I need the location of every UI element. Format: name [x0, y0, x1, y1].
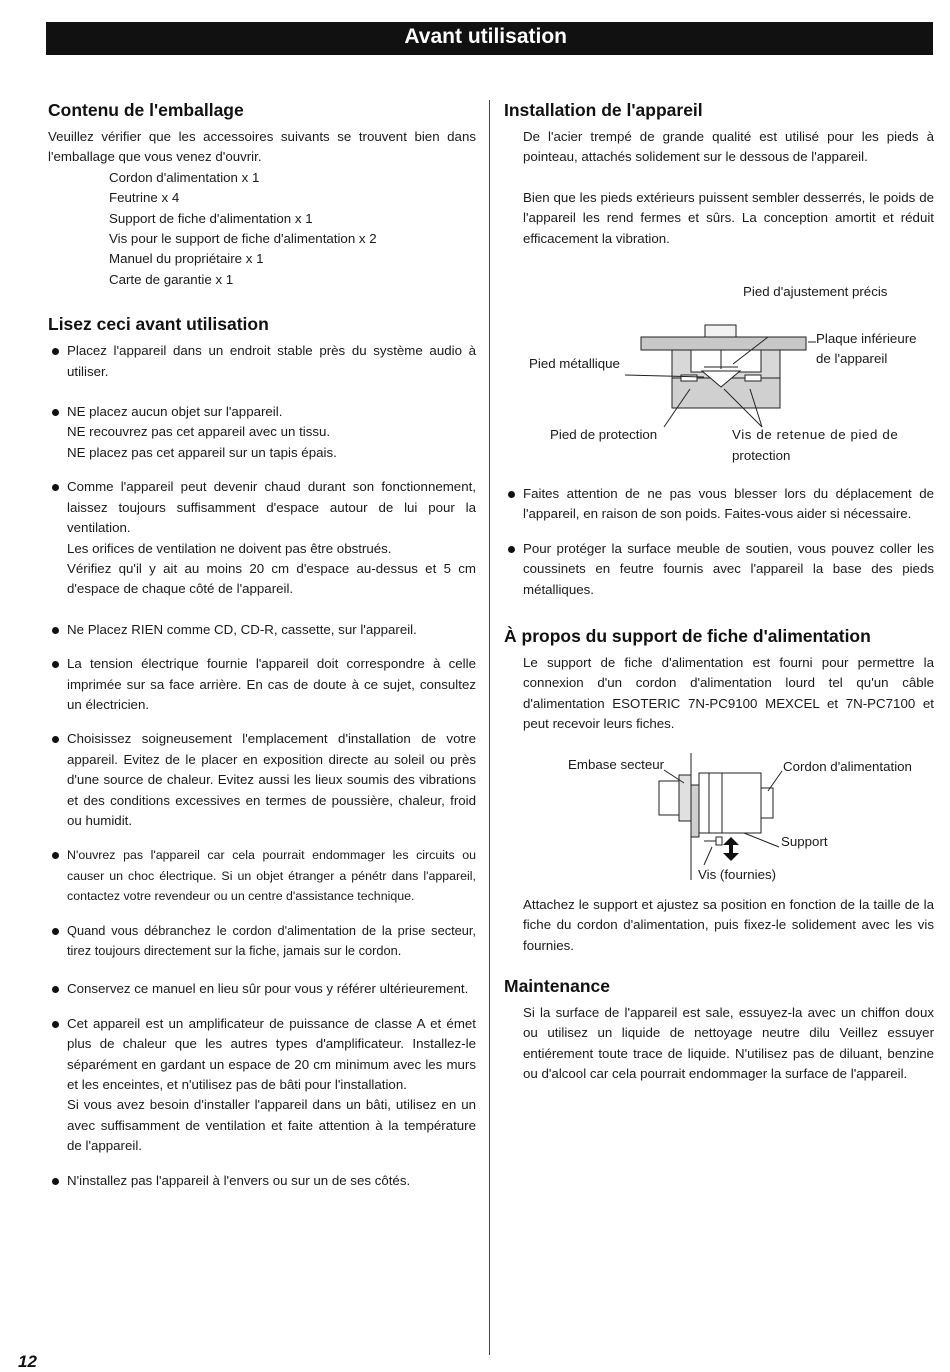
accessory-item: Vis pour le support de fiche d'alimentation x 2 — [109, 231, 377, 247]
list-item — [48, 1014, 476, 1157]
protection-foot-label: Pied de protection — [550, 427, 658, 443]
list-item-text: Ne Placez RIEN comme CD, CD-R, cassette, sur l'appareil. — [67, 621, 417, 637]
bullet-dot-icon — [508, 546, 515, 553]
bullet-dot-icon — [508, 491, 515, 498]
plug-support-paragraph: Attachez le support et ajustez sa position en fonction de la taille de la fiche du cordon d'alimentation, puis fixez-le solidement avec les vis fournies. — [523, 896, 934, 953]
list-item — [48, 654, 476, 715]
list-item — [48, 402, 476, 463]
list-item — [48, 921, 476, 962]
list-item — [48, 845, 476, 906]
retain-screw-label: Vis de retenue de pied de — [732, 427, 899, 443]
accessory-item: Support de fiche d'alimentation x 1 — [109, 210, 313, 226]
bullet-dot-icon — [52, 348, 59, 355]
list-item-text: Conservez ce manuel en lieu sûr pour vous y référer ultérieurement. — [67, 981, 469, 997]
list-item — [48, 477, 476, 599]
list-item-text: Pour protéger la surface meuble de soutien, vous pouvez coller les coussinets en feutre fournis avec l'appareil la base des pieds métalliques. — [523, 540, 934, 597]
list-item-text: N'installez pas l'appareil à l'envers ou sur un de ses côtés. — [67, 1172, 411, 1188]
page-number: 12 — [18, 1352, 37, 1371]
plug-support-paragraph: Le support de fiche d'alimentation est fourni pour permettre la connexion d'un cordon d'alimentation lourd tel qu'un câble d'alimentation ESOTERIC 7N-PC9100 MEXCEL et 7N-PC7100 et peut recevoir leurs fiches. — [523, 655, 934, 732]
inlet-label: Embase secteur — [568, 756, 665, 772]
read-before-use-heading: Lisez ceci avant utilisation — [48, 314, 269, 335]
maintenance-paragraph: Si la surface de l'appareil est sale, essuyez-la avec un chiffon doux ou utilisez un liquide de nettoyage neutre dilu Veillez essuyer entiérement toute trace de liquide. N'utilisez pas de diluant, benzine ou d'alcool car cela pourrait endommager la surface de l'appareil. — [523, 1004, 934, 1082]
precautions-list — [48, 341, 476, 1191]
bullet-dot-icon — [52, 661, 59, 668]
power-cord-label: Cordon d'alimentation — [783, 758, 912, 774]
list-item-text: Si vous avez besoin d'installer l'appareil dans un bâti, utilisez en un avec suffisamment de ventilation et faite attention à la température de l'appareil. — [67, 1097, 476, 1154]
bullet-dot-icon — [52, 409, 59, 416]
list-item — [504, 484, 934, 525]
package-contents-intro: Veuillez vérifier que les accessoires suivants se trouvent bien dans l'emballage que vous venez d'ouvrir. — [48, 129, 476, 165]
list-item-text: La tension électrique fournie l'appareil doit correspondre à celle imprimée sur sa face arrière. En cas de doute à ce sujet, consultez un électricien. — [67, 656, 476, 712]
installation-heading: Installation de l'appareil — [504, 100, 703, 120]
list-item — [48, 341, 476, 382]
bullet-dot-icon — [52, 1178, 59, 1185]
maintenance-heading: Maintenance — [504, 975, 610, 996]
bottom-plate-label: de l'appareil — [816, 351, 888, 367]
accessory-item: Feutrine x 4 — [109, 190, 180, 206]
list-item — [48, 729, 476, 831]
list-item-text: Quand vous débranchez le cordon d'alimentation de la prise secteur, tirez toujours directement sur la fiche, jamais sur le cordon. — [67, 922, 476, 958]
read-before-use-section — [48, 312, 476, 1191]
bullet-dot-icon — [52, 484, 59, 491]
bullet-dot-icon — [52, 852, 59, 859]
accessory-item: Carte de garantie x 1 — [109, 271, 234, 287]
bullet-dot-icon — [52, 986, 59, 993]
bullet-dot-icon — [52, 928, 59, 935]
accessory-list — [48, 168, 476, 290]
plug-support-section — [504, 624, 934, 956]
precise-foot-label: Pied d'ajustement précis — [743, 284, 888, 300]
list-item-text: Faites attention de ne pas vous blesser lors du déplacement de l'appareil, en raison de son poids. Faites-vous aider si nécessaire. — [523, 486, 934, 522]
installation-paragraph: De l'acier trempé de grande qualité est utilisé pour les pieds à pointeau, attachés solidement sur le dessous de l'appareil. — [523, 129, 934, 165]
page-title: Avant utilisation — [404, 25, 567, 48]
accessory-item: Cordon d'alimentation x 1 — [109, 169, 260, 185]
list-item-text: NE placez aucun objet sur l'appareil. — [67, 404, 283, 420]
installation-notes-list — [504, 484, 934, 600]
column-divider — [489, 100, 490, 1355]
list-item-text: Placez l'appareil dans un endroit stable près du système audio à utiliser. — [67, 343, 476, 379]
page-header-bar — [46, 22, 933, 55]
bullet-dot-icon — [52, 736, 59, 743]
installation-section — [504, 98, 934, 600]
package-contents-heading: Contenu de l'emballage — [48, 100, 244, 120]
left-column — [48, 98, 476, 1205]
retain-screw-label: protection — [732, 448, 791, 464]
list-item-text: Cet appareil est un amplificateur de puissance de classe A et émet plus de chaleur que les autres types d'amplificateur. Installez-le séparément en gardant un espace de 20 cm minimum avec les murs et les enceintes, et n'utilisez pas de bâti pour l'installation. — [67, 1015, 476, 1093]
list-item-text: N'ouvrez pas l'appareil car cela pourrait endommager les circuits ou causer un choc électrique. Si un objet étranger a pénétr dans l'appareil, contactez votre revendeur ou un centre d'assistance technique. — [67, 848, 476, 904]
list-item-text: NE placez pas cet appareil sur un tapis épais. — [67, 444, 337, 460]
foot-diagram — [504, 249, 934, 484]
bullet-dot-icon — [52, 627, 59, 634]
list-item-text: NE recouvrez pas cet appareil avec un tissu. — [67, 424, 331, 440]
screws-label: Vis (fournies) — [698, 866, 777, 882]
list-item-text: Choisissez soigneusement l'emplacement d'installation de votre appareil. Evitez de le placer en exposition directe au soleil ou près d'une source de chaleur. Evitez aussi les lieux soumis des vibrations et des conditions excessives en termes de poussière, chaleur, froid ou humidit. — [67, 731, 476, 828]
plug-support-diagram — [504, 735, 934, 895]
list-item — [48, 979, 476, 999]
support-label: Support — [781, 833, 828, 849]
bottom-plate-label: Plaque inférieure — [816, 331, 917, 347]
plug-support-heading: À propos du support de fiche d'alimentation — [504, 626, 871, 647]
installation-paragraph: Bien que les pieds extérieurs puissent sembler desserrés, le poids de l'appareil les rend fermes et sûrs. La conception amortit et réduit efficacement la vibration. — [523, 189, 934, 246]
package-contents-section — [48, 98, 476, 290]
list-item-text: Comme l'appareil peut devenir chaud durant son fonctionnement, laissez toujours suffisamment d'espace autour de lui pour la ventilation. — [67, 479, 476, 536]
right-column — [504, 98, 934, 1085]
list-item — [48, 620, 476, 640]
list-item-text: Vérifiez qu'il y ait au moins 20 cm d'espace au-dessus et 5 cm d'espace de chaque côté de l'appareil. — [67, 560, 476, 597]
maintenance-section — [504, 974, 934, 1085]
accessory-item: Manuel du propriétaire x 1 — [109, 251, 264, 267]
metal-foot-label: Pied métallique — [529, 356, 620, 372]
list-item — [504, 539, 934, 600]
list-item — [48, 1171, 476, 1191]
list-item-text: Les orifices de ventilation ne doivent pas être obstrués. — [67, 540, 392, 556]
bullet-dot-icon — [52, 1021, 59, 1028]
adjust-arrow-icon — [723, 837, 739, 861]
